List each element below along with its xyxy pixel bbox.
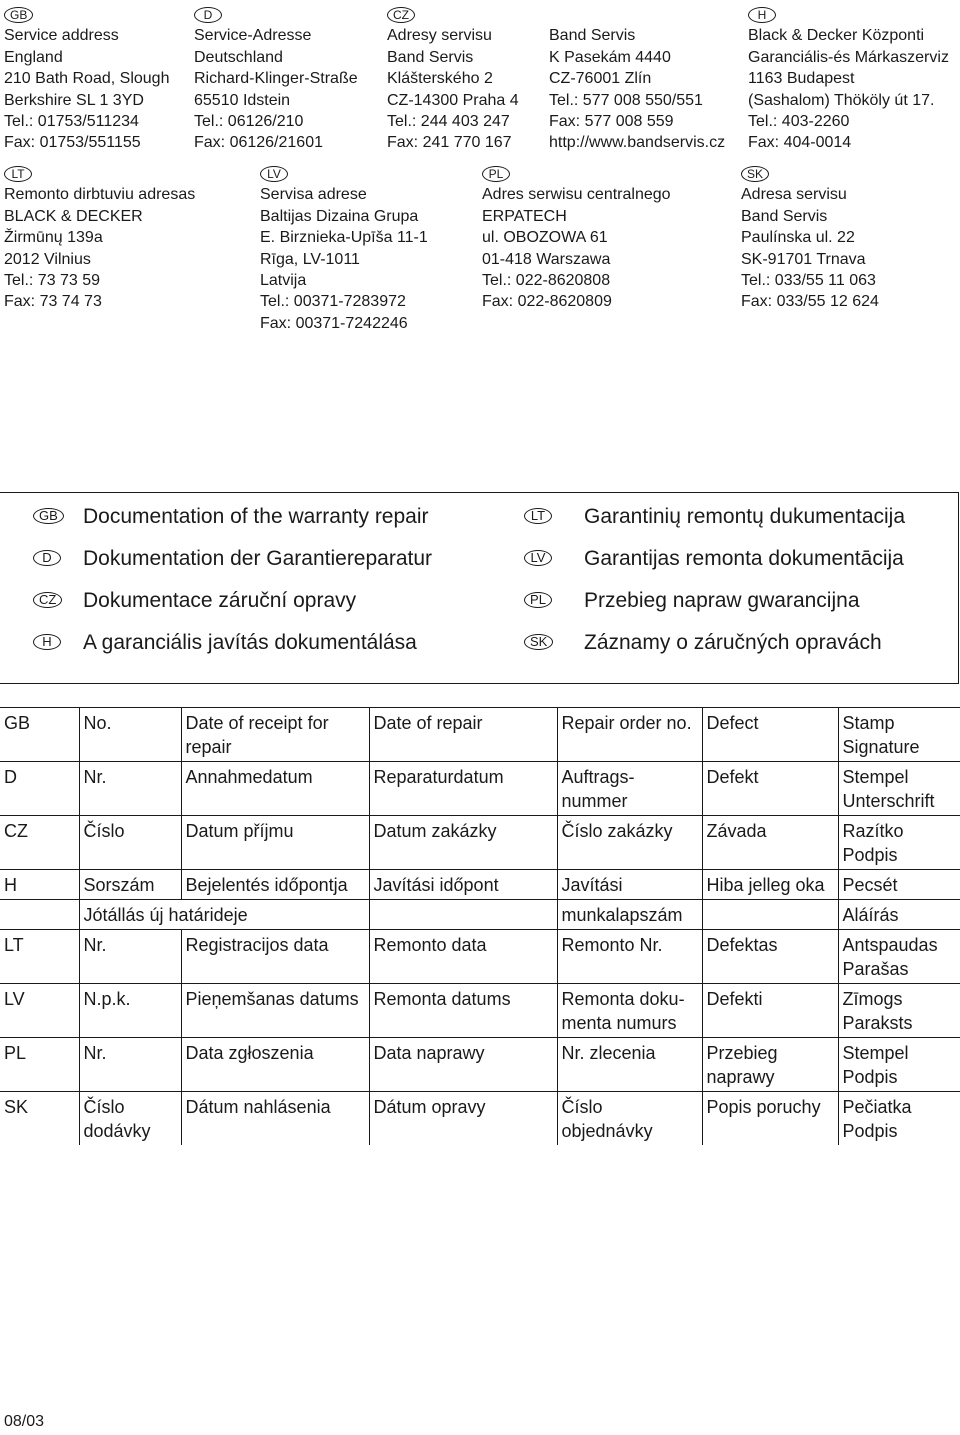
table-row (0, 762, 960, 816)
address-line: Klášterského 2 (387, 70, 493, 88)
address-block-pl (482, 163, 671, 313)
cell-stamp-signature: Zīmogs Paraksts (838, 984, 960, 1038)
address-line: Garanciális-és Márkaszerviz (748, 48, 949, 66)
cell-defect: Defect (702, 708, 838, 762)
country-code-badge: LT (524, 508, 552, 524)
address-line: Rīga, LV-1011 (260, 250, 360, 268)
cell-defect: Popis poruchy (702, 1092, 838, 1146)
cell-number: Jótállás új határideje (79, 900, 369, 930)
country-code-badge: GB (33, 508, 64, 524)
cell-defect (702, 900, 838, 930)
cell-lang: LT (0, 930, 79, 984)
cell-defect: Defektas (702, 930, 838, 984)
doc-title-text: A garanciális javítás dokumentálása (83, 631, 417, 654)
cell-stamp-signature: Aláírás (838, 900, 960, 930)
cell-stamp-signature: Stamp Signature (838, 708, 960, 762)
country-code-badge: PL (482, 166, 510, 182)
cell-lang: D (0, 762, 79, 816)
address-line: E. Birznieka-Upīša 11-1 (260, 229, 428, 247)
cell-lang: LV (0, 984, 79, 1038)
cell-defect: Závada (702, 816, 838, 870)
address-line: Tel.: 577 008 550/551 (549, 91, 703, 109)
address-line: Band Servis (741, 207, 828, 225)
country-code-badge: H (748, 7, 776, 23)
address-block-h (748, 4, 949, 154)
address-block-lv (260, 163, 428, 334)
address-block-sk (741, 163, 879, 313)
cell-repair-date: Date of repair (369, 708, 557, 762)
country-code-badge: CZ (33, 592, 62, 608)
address-line: Fax: 022-8620809 (482, 293, 612, 311)
doc-title-text: Documentation of the warranty repair (83, 505, 429, 528)
table-row (0, 900, 960, 930)
cell-number: Číslo (79, 816, 181, 870)
cell-lang: GB (0, 708, 79, 762)
address-line: BLACK & DECKER (4, 207, 143, 225)
country-code-badge: LV (524, 550, 552, 566)
address-line: Band Servis (387, 48, 474, 66)
cell-repair-date: Remonta datums (369, 984, 557, 1038)
cell-repair-date: Data naprawy (369, 1038, 557, 1092)
table-row (0, 1038, 960, 1092)
doc-title-text: Przebieg napraw gwarancijna (584, 589, 860, 612)
cell-order-number: Číslo objednávky (557, 1092, 702, 1146)
address-line: 65510 Idstein (194, 91, 291, 109)
cell-lang: CZ (0, 816, 79, 870)
cell-number: Nr. (79, 930, 181, 984)
country-code-badge: CZ (387, 7, 415, 23)
address-block-gb (4, 4, 169, 154)
country-code-badge: LV (260, 166, 288, 182)
address-line: Baltijas Dizaina Grupa (260, 207, 419, 225)
address-line: http://www.bandservis.cz (549, 134, 726, 152)
cell-repair-date: Reparaturdatum (369, 762, 557, 816)
address-line: 1163 Budapest (748, 70, 855, 88)
doc-title-text: Garantinių remontų dukumentacija (584, 505, 906, 528)
table-row (0, 816, 960, 870)
cell-order-number: Remonto Nr. (557, 930, 702, 984)
address-line: Fax: 033/55 12 624 (741, 293, 879, 311)
cell-receipt-date: Dátum nahlásenia (181, 1092, 369, 1146)
cell-receipt-date: Registracijos data (181, 930, 369, 984)
cell-order-number: Remonta doku-menta numurs (557, 984, 702, 1038)
cell-receipt-date: Data zgłoszenia (181, 1038, 369, 1092)
address-line: ul. OBOZOWA 61 (482, 229, 608, 247)
address-line: Tel.: 00371-7283972 (260, 293, 406, 311)
table-row (0, 708, 960, 762)
address-line: (Sashalom) Thököly út 17. (748, 91, 935, 109)
address-line: K Pasekám 4440 (549, 48, 671, 66)
cell-lang: SK (0, 1092, 79, 1146)
country-code-badge: SK (524, 634, 553, 650)
cell-lang: PL (0, 1038, 79, 1092)
country-code-badge: PL (524, 592, 552, 608)
address-line: Black & Decker Központi (748, 27, 925, 45)
cell-receipt-date: Date of receipt for repair (181, 708, 369, 762)
warranty-repair-table (0, 707, 960, 1145)
address-line: England (4, 48, 63, 66)
address-block-cz-2 (549, 4, 725, 154)
address-line: Servisa adrese (260, 186, 367, 204)
cell-stamp-signature: Pecsét (838, 870, 960, 900)
cell-order-number: Nr. zlecenia (557, 1038, 702, 1092)
doc-title-text: Garantijas remonta dokumentācija (584, 547, 904, 570)
document-date-code: 08/03 (4, 1413, 45, 1430)
cell-number: Nr. (79, 762, 181, 816)
cell-defect: Defekt (702, 762, 838, 816)
address-line: CZ-14300 Praha 4 (387, 91, 519, 109)
table-row (0, 1092, 960, 1146)
doc-title-text: Dokumentation der Garantiereparatur (83, 547, 433, 570)
table-row (0, 984, 960, 1038)
cell-repair-date: Datum zakázky (369, 816, 557, 870)
cell-number: Číslo dodávky (79, 1092, 181, 1146)
address-line: Fax: 241 770 167 (387, 134, 512, 152)
cell-stamp-signature: Stempel Podpis (838, 1038, 960, 1092)
address-block-lt (4, 163, 195, 313)
address-line: Tel.: 403-2260 (748, 113, 850, 131)
country-code-badge: LT (4, 166, 32, 182)
cell-receipt-date: Datum příjmu (181, 816, 369, 870)
cell-repair-date: Remonto data (369, 930, 557, 984)
cell-repair-date: Javítási időpont (369, 870, 557, 900)
address-line: Tel.: 01753/511234 (4, 113, 139, 131)
address-block-cz (387, 4, 519, 154)
cell-order-number: Repair order no. (557, 708, 702, 762)
address-line: Adresa servisu (741, 186, 847, 204)
address-line: Fax: 404-0014 (748, 134, 852, 152)
address-line: Adres serwisu centralnego (482, 186, 671, 204)
cell-stamp-signature: Pečiatka Podpis (838, 1092, 960, 1146)
address-line: Fax: 01753/551155 (4, 134, 141, 152)
address-line: Service-Adresse (194, 27, 312, 45)
cell-order-number: Číslo zakázky (557, 816, 702, 870)
country-code-badge: GB (4, 7, 33, 23)
country-code-badge: H (33, 634, 61, 650)
address-line: Fax: 00371-7242246 (260, 314, 408, 332)
address-line: 210 Bath Road, Slough (4, 70, 170, 88)
doc-title-text: Záznamy o záručných opravách (584, 631, 882, 654)
cell-receipt-date: Pieņemšanas datums (181, 984, 369, 1038)
address-block-d (194, 4, 358, 154)
address-line: Service address (4, 27, 119, 45)
address-line: 01-418 Warszawa (482, 250, 611, 268)
cell-receipt-date: Bejelentés időpontja (181, 870, 369, 900)
cell-receipt-date: Annahmedatum (181, 762, 369, 816)
address-line: Fax: 73 74 73 (4, 293, 102, 311)
address-line: Tel.: 033/55 11 063 (741, 272, 876, 290)
address-line: Fax: 577 008 559 (549, 113, 674, 131)
cell-stamp-signature: Antspaudas Parašas (838, 930, 960, 984)
address-line: ERPATECH (482, 207, 567, 225)
cell-stamp-signature: Razítko Podpis (838, 816, 960, 870)
address-line: Adresy servisu (387, 27, 492, 45)
country-code-badge: SK (741, 166, 769, 182)
address-line: Žirmūnų 139a (4, 229, 103, 247)
address-line: Fax: 06126/21601 (194, 134, 323, 152)
cell-stamp-signature: Stempel Unterschrift (838, 762, 960, 816)
address-line: CZ-76001 Zlín (549, 70, 652, 88)
address-line: Berkshire SL 1 3YD (4, 91, 144, 109)
country-code-badge: D (33, 550, 61, 566)
address-line: Tel.: 244 403 247 (387, 113, 510, 131)
address-line: Remonto dirbtuviu adresas (4, 186, 196, 204)
cell-repair-date (369, 900, 557, 930)
address-line: Band Servis (549, 27, 636, 45)
cell-order-number: Javítási (557, 870, 702, 900)
address-line: Latvija (260, 272, 307, 290)
cell-order-number: Auftrags-nummer (557, 762, 702, 816)
cell-lang: H (0, 870, 79, 900)
cell-number: Nr. (79, 1038, 181, 1092)
cell-defect: Hiba jelleg oka (702, 870, 838, 900)
address-line: Paulínska ul. 22 (741, 229, 855, 247)
country-code-badge: D (194, 7, 222, 23)
table-row (0, 930, 960, 984)
doc-title-text: Dokumentace záruční opravy (83, 589, 357, 612)
cell-number: No. (79, 708, 181, 762)
address-line: Richard-Klinger-Straße (194, 70, 358, 88)
address-line: Tel.: 022-8620808 (482, 272, 611, 290)
table-row (0, 870, 960, 900)
address-line: Tel.: 73 73 59 (4, 272, 101, 290)
cell-order-number: munkalapszám (557, 900, 702, 930)
address-line: SK-91701 Trnava (741, 250, 866, 268)
cell-defect: Defekti (702, 984, 838, 1038)
cell-repair-date: Dátum opravy (369, 1092, 557, 1146)
cell-number: N.p.k. (79, 984, 181, 1038)
cell-number: Sorszám (79, 870, 181, 900)
address-line: Deutschland (194, 48, 283, 66)
address-line: Tel.: 06126/210 (194, 113, 304, 131)
address-line: 2012 Vilnius (4, 250, 91, 268)
cell-defect: Przebieg naprawy (702, 1038, 838, 1092)
cell-lang (0, 900, 79, 930)
